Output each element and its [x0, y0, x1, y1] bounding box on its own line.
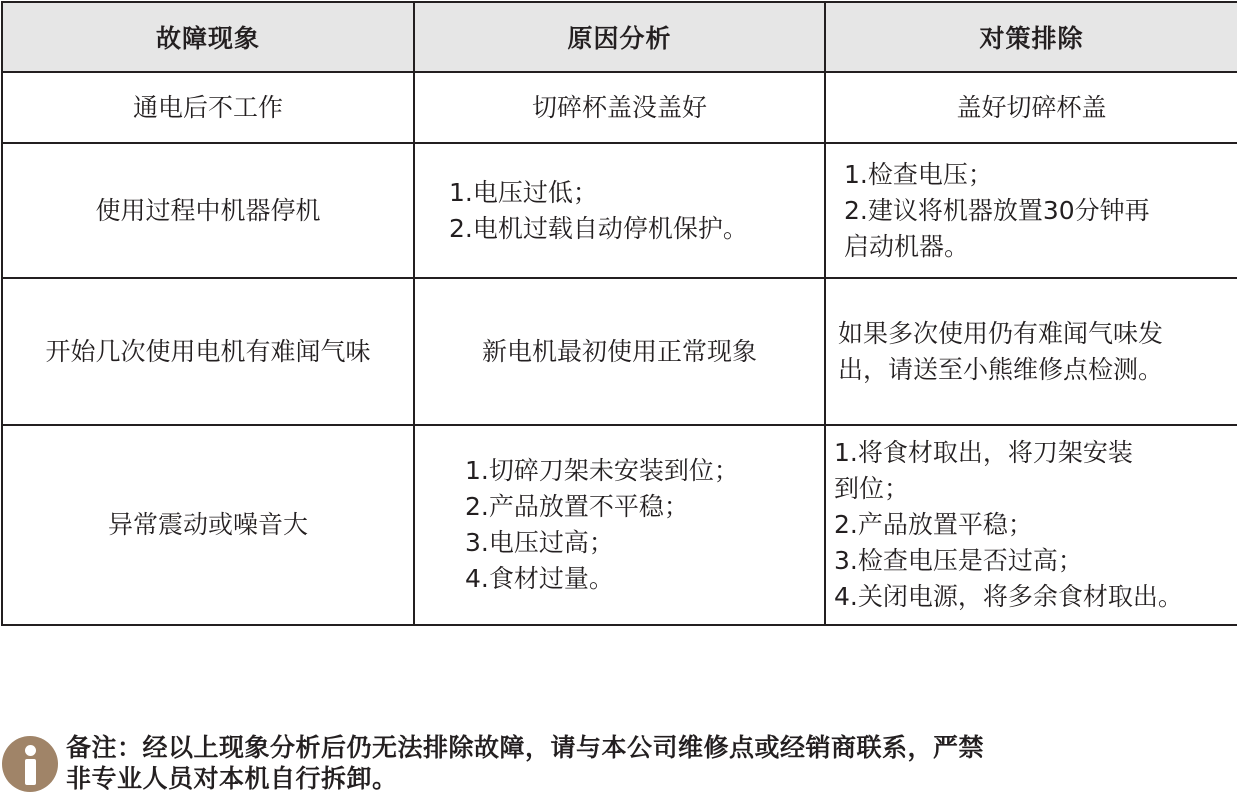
solution-line: 4.关闭电源，将多余食材取出。: [834, 582, 1183, 611]
symptom-cell: 通电后不工作: [2, 72, 414, 143]
solution-line: 2.产品放置平稳；: [834, 510, 1033, 539]
cause-cell: [414, 143, 825, 278]
header-cause: 原因分析: [414, 2, 825, 72]
cause-cell: 新电机最初使用正常现象: [414, 278, 825, 425]
cause-line: 2.产品放置不平稳；: [465, 492, 689, 521]
solution-line: 启动机器。: [844, 231, 970, 261]
cause-cell: [414, 425, 825, 625]
solution-cell: [825, 425, 1237, 625]
solution-line: 3.检查电压是否过高；: [834, 546, 1083, 575]
info-icon-bar: [25, 759, 36, 785]
solution-line: 到位；: [834, 474, 910, 503]
cause-line: 4.食材过量。: [465, 564, 614, 593]
table-row: [2, 143, 1237, 278]
solution-line: 出，请送至小熊维修点检测。: [838, 354, 1164, 384]
symptom-cell: 开始几次使用电机有难闻气味: [2, 278, 414, 425]
remark-note: [0, 732, 1237, 794]
cause-cell: 切碎杯盖没盖好: [414, 72, 825, 143]
cause-line: 1.切碎刀架未安装到位；: [465, 456, 739, 485]
solution-cell: 盖好切碎杯盖: [825, 72, 1237, 143]
remark-line: 备注：经以上现象分析后仍无法排除故障，请与本公司维修点或经销商联系，严禁: [66, 733, 985, 762]
solution-cell: [825, 278, 1237, 425]
solution-line: 1.将食材取出，将刀架安装: [834, 438, 1133, 467]
table-header-row: [2, 2, 1237, 72]
info-icon: [2, 736, 58, 792]
solution-line: 如果多次使用仍有难闻气味发: [838, 318, 1164, 348]
remark-text: [66, 732, 1226, 794]
header-symptom: 故障现象: [2, 2, 414, 72]
info-icon-dot: [25, 745, 36, 756]
troubleshooting-table: [1, 1, 1237, 626]
solution-line: 2.建议将机器放置30分钟再: [844, 195, 1150, 225]
remark-line: 非专业人员对本机自行拆卸。: [66, 764, 398, 793]
table-row: [2, 278, 1237, 425]
cause-line: 1.电压过低；: [449, 177, 598, 207]
symptom-cell: 使用过程中机器停机: [2, 143, 414, 278]
symptom-cell: 异常震动或噪音大: [2, 425, 414, 625]
header-solution: 对策排除: [825, 2, 1237, 72]
cause-line: 3.电压过高；: [465, 528, 614, 557]
solution-cell: [825, 143, 1237, 278]
solution-line: 1.检查电压；: [844, 159, 993, 189]
table-row: [2, 72, 1237, 143]
cause-line: 2.电机过载自动停机保护。: [449, 213, 748, 243]
table-row: [2, 425, 1237, 625]
